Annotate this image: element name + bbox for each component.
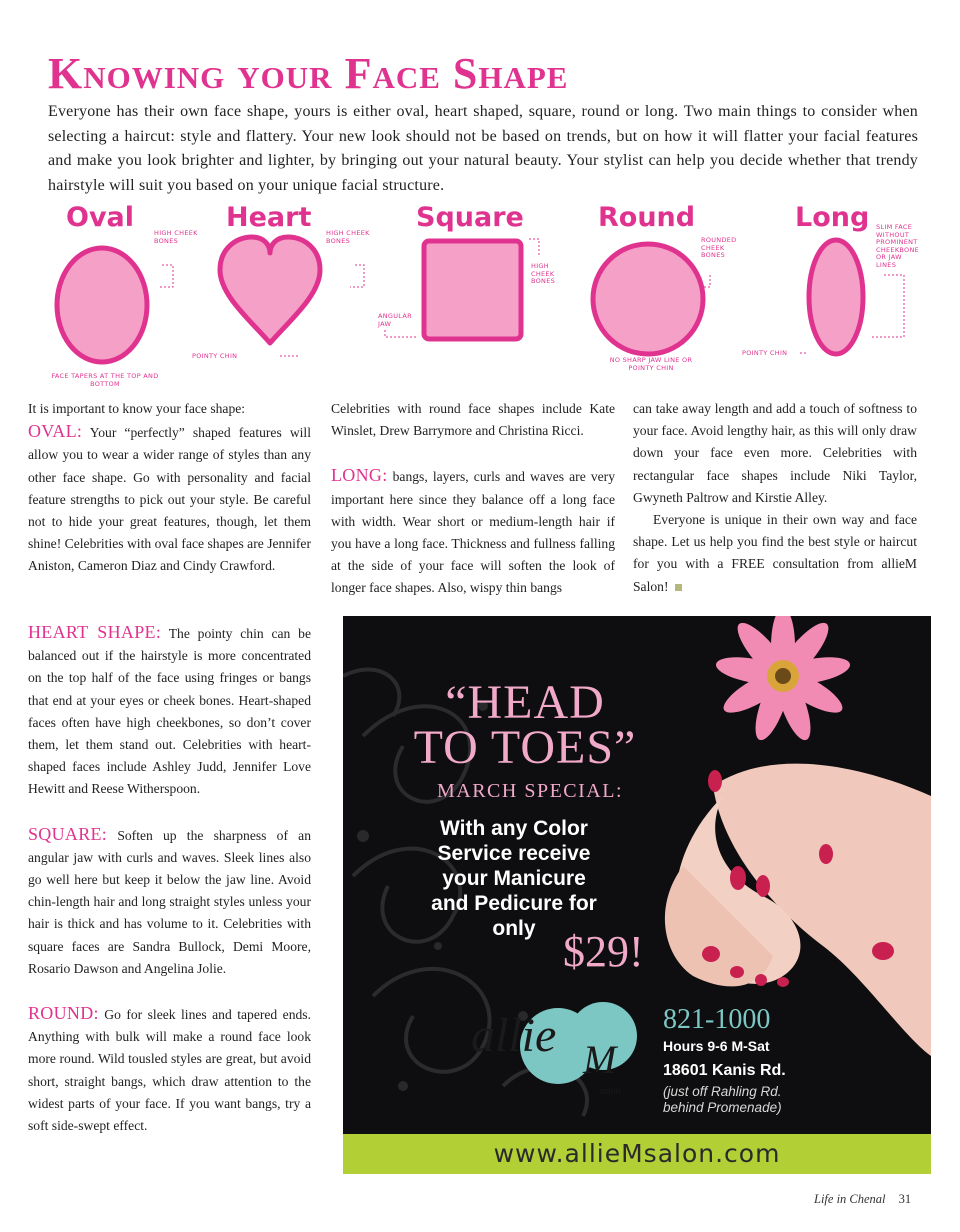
intro-paragraph: Everyone has their own face shape, yours is either oval, heart shaped, square, round or long. Two main things to consider when selecting a haircut: style and flattery. Your new look should not be based on trends, but on how it will flatter your facial features and make you look brighter and lighter, by bringing out your natural beauty. Your stylist can help you decide whether that trendy hairstyle will suit you based on your unique facial structure. [48, 103, 918, 194]
column-2 [331, 398, 615, 600]
oval-annotation-cheek: HIGH CHEEK BONES [154, 229, 198, 245]
round-text: Go for sleek lines and tapered ends. Anything with bulk will make a round face look more round. Wild tousled styles are great, but avoid short, straight bangs, which draw attention to the widest parts of your face. If you want bangs, try a soft side-swept effect. [28, 1007, 311, 1134]
page-title: Knowing your Face Shape [48, 49, 569, 98]
shape-name-square: Square [416, 202, 524, 233]
heart-section [28, 621, 311, 801]
square-face-figure [375, 225, 555, 355]
round-section [28, 1002, 311, 1137]
shape-name-round: Round [598, 202, 696, 233]
square-annotation-jaw: ANGULAR JAW [378, 312, 412, 328]
column-1-bottom [28, 621, 311, 1137]
end-mark [675, 584, 682, 591]
long-text: bangs, layers, curls and waves are very important here since they balance off a long face with width. Wear short or medium-length hair if you have a long face. Thickness and fullness falling at the side of your face will soften the look of longer face shapes. Also, wispy thin bangs [331, 469, 615, 596]
heart-text: The pointy chin can be balanced out if the hairstyle is more concentrated on the top half of the face using fringes or bangs that end at your eyes or cheek bones. Heart-shaped faces often have high cheekbones, so don’t cover them, let them stand out. Celebrities with heart-shaped faces include Ashley Judd, Jennifer Love Hewitt and Reese Witherspoon. [28, 626, 311, 797]
shape-name-heart: Heart [226, 202, 312, 233]
round-annotation-cheek: ROUNDED CHEEK BONES [701, 236, 737, 259]
long-annotation-chin: POINTY CHIN [742, 349, 788, 357]
square-section [28, 823, 311, 980]
page-footer [814, 1192, 911, 1207]
oval-text: Your “perfectly” shaped features will allow you to wear a wider range of styles than any other face shape. Go with personality and facial feature strengths to pick out your style. Be careful not to hide your great features, though, let them shine! Celebrities with oval face shapes are Jennifer Aniston, Cameron Diaz and Cindy Crawford. [28, 425, 311, 574]
oval-section [28, 420, 311, 577]
logo-salon: salon [599, 1086, 621, 1097]
publication-name: Life in Chenal [814, 1192, 886, 1206]
round-continued: Celebrities with round face shapes include Kate Winslet, Drew Barrymore and Christina Ricci. [331, 401, 615, 439]
ad-subhead: MARCH SPECIAL: [436, 780, 624, 802]
closing-paragraph: Everyone is unique in their own way and face shape. Let us help you find the best style or haircut for you with a FREE consultation from allieM Salon! [633, 512, 917, 594]
heart-annotation-cheek: HIGH CHEEK BONES [326, 229, 370, 245]
square-heading: SQUARE: [28, 823, 108, 844]
column-3 [633, 398, 917, 598]
ad-address: 18601 Kanis Rd. [663, 1062, 786, 1079]
long-heading: LONG: [331, 465, 388, 486]
ad-phone[interactable]: 821-1000 [663, 1004, 771, 1035]
long-annotation-slim: SLIM FACE WITHOUT PROMINENT CHEEKBONE OR JAW LINES [876, 223, 920, 269]
round-annotation-jaw: NO SHARP JAW LINE OR POINTY CHIN [609, 356, 693, 372]
long-section [331, 464, 615, 599]
square-annotation-cheek: HIGH CHEEK BONES [531, 262, 556, 285]
ad-price: $29! [563, 927, 644, 976]
ad-offer-text: With any Color Service receive your Manicure and Pedicure for only [431, 817, 597, 940]
logo-m: M [583, 1037, 617, 1082]
ad-hours: Hours 9-6 M-Sat [663, 1038, 770, 1054]
face-shapes-diagram [40, 200, 940, 400]
heart-annotation-chin: POINTY CHIN [192, 352, 238, 360]
ad-headline: “HEAD TO TOES” [413, 676, 637, 774]
ad-website-link[interactable]: www.allieMsalon.com [343, 1134, 931, 1174]
heart-face-figure [210, 225, 380, 385]
ad-address-note: (just off Rahling Rd. behind Promenade) [663, 1084, 782, 1115]
page-number: 31 [898, 1192, 912, 1206]
shape-name-long: Long [795, 202, 870, 233]
salon-advertisement [343, 616, 931, 1174]
oval-face-figure [40, 225, 190, 385]
long-continued: can take away length and add a touch of softness to your face. Avoid lengthy hair, as this will only draw down your face even more. Celebrities with rectangular face shapes include Niki Taylor, Gwyneth Paltrow and Kirstie Alley. [633, 401, 917, 505]
heart-heading: HEART SHAPE: [28, 622, 162, 642]
logo-wordmark: allie [471, 1009, 557, 1062]
shape-name-oval: Oval [66, 202, 135, 233]
column-1-top [28, 398, 311, 578]
face-shape-lead: It is important to know your face shape: [28, 401, 246, 416]
round-heading: ROUND: [28, 1003, 99, 1024]
square-text: Soften up the sharpness of an angular jaw with curls and waves. Sleek lines also go well here but keep it below the jaw line. Avoid chin-length hair and long straight styles unless your hair is thick and has volume to it. Celebrities with square faces are Sandra Bullock, Demi Moore, Rosario Dawson and Angelina Jolie. [28, 827, 311, 976]
oval-annotation-taper: FACE TAPERS AT THE TOP AND BOTTOM [51, 372, 159, 388]
oval-heading: OVAL: [28, 421, 83, 442]
